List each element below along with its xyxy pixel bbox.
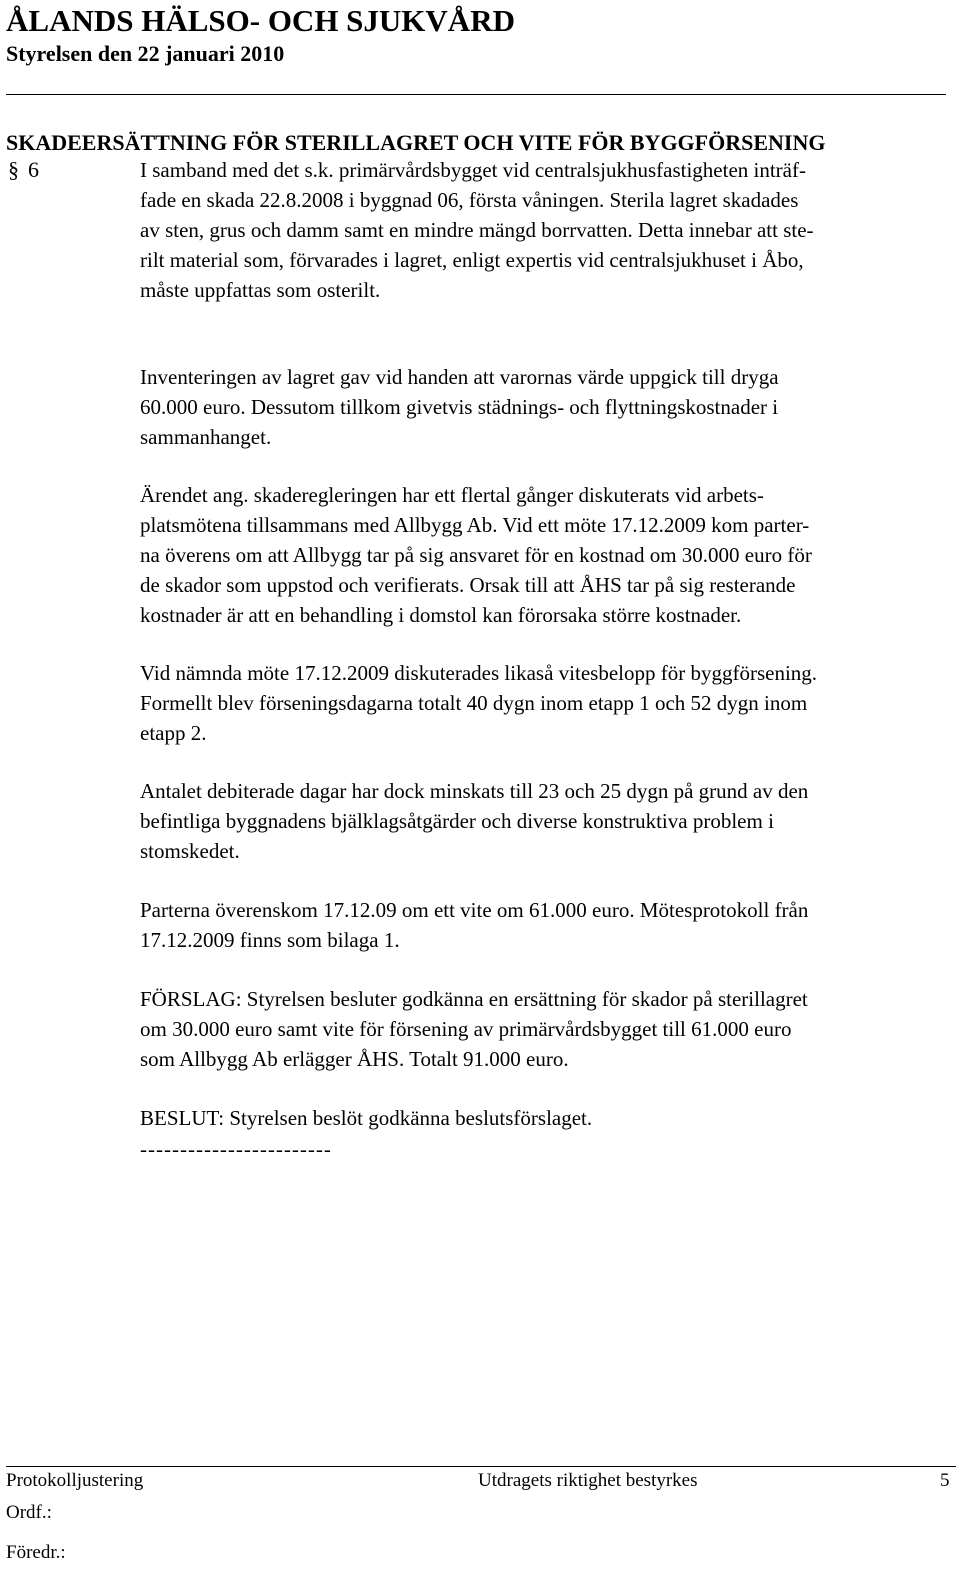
paragraph-line: Ärendet ang. skaderegleringen har ett flertal gånger diskuterats vid arbets- xyxy=(140,483,764,507)
paragraph-line: som Allbygg Ab erlägger ÅHS. Totalt 91.000 euro. xyxy=(140,1047,569,1071)
paragraph-inventory xyxy=(140,362,946,452)
paragraph-line: 60.000 euro. Dessutom tillkom givetvis städnings- och flyttningskostnader i xyxy=(140,395,779,419)
paragraph-line: Vid nämnda möte 17.12.2009 diskuterades likaså vitesbelopp för byggförsening. xyxy=(140,661,818,685)
end-separator: ------------------------ xyxy=(140,1137,332,1161)
organization-title: ÅLANDS HÄLSO- OCH SJUKVÅRD xyxy=(6,3,515,38)
footer-protocol-check: Protokolljustering xyxy=(6,1470,144,1491)
paragraph-line: av sten, grus och damm samt en mindre mängd borrvatten. Detta innebar att ste- xyxy=(140,218,814,242)
paragraph-line: måste uppfattas som osterilt. xyxy=(140,278,381,302)
paragraph-debited-days xyxy=(140,776,946,866)
paragraph-line: I samband med det s.k. primärvårdsbygget vid centralsjukhusfastigheten inträf- xyxy=(140,158,806,182)
paragraph-line: platsmötena tillsammans med Allbygg Ab. Vid ett möte 17.12.2009 kom parter- xyxy=(140,513,810,537)
paragraph-decision xyxy=(140,1103,946,1133)
paragraph-line: na överens om att Allbygg tar på sig ansvaret för en kostnad om 30.000 euro för xyxy=(140,543,812,567)
meeting-date: Styrelsen den 22 januari 2010 xyxy=(6,41,285,66)
paragraph-incident xyxy=(140,155,946,305)
paragraph-line: etapp 2. xyxy=(140,721,207,745)
paragraph-agreement xyxy=(140,895,946,955)
section-sign: § xyxy=(8,157,19,182)
footer-divider xyxy=(6,1466,956,1467)
paragraph-line: rilt material som, förvarades i lagret, enligt expertis vid centralsjukhuset i Åbo, xyxy=(140,248,804,272)
paragraph-proposal xyxy=(140,984,946,1074)
section-heading: SKADEERSÄTTNING FÖR STERILLAGRET OCH VITE FÖR BYGGFÖRSENING xyxy=(6,130,826,155)
paragraph-line: stomskedet. xyxy=(140,839,240,863)
paragraph-line: Parterna överenskom 17.12.09 om ett vite om 61.000 euro. Mötesprotokoll från xyxy=(140,898,809,922)
paragraph-settlement xyxy=(140,480,946,630)
chairman-label: Ordf.: xyxy=(6,1502,52,1523)
paragraph-line: sammanhanget. xyxy=(140,425,272,449)
paragraph-line: om 30.000 euro samt vite för försening av primärvårdsbygget till 61.000 euro xyxy=(140,1017,792,1041)
section-number: 6 xyxy=(28,157,39,182)
paragraph-line: de skador som uppstod och verifierats. Orsak till att ÅHS tar på sig resterande xyxy=(140,573,796,597)
header-divider xyxy=(6,94,946,95)
paragraph-line: FÖRSLAG: Styrelsen besluter godkänna en ersättning för skador på sterillagret xyxy=(140,987,808,1011)
paragraph-line: BESLUT: Styrelsen beslöt godkänna beslutsförslaget. xyxy=(140,1106,593,1130)
paragraph-line: Antalet debiterade dagar har dock minskats till 23 och 25 dygn på grund av den xyxy=(140,779,809,803)
paragraph-line: kostnader är att en behandling i domstol kan förorsaka större kostnader. xyxy=(140,603,742,627)
page-number: 5 xyxy=(940,1470,950,1491)
paragraph-line: Formellt blev förseningsdagarna totalt 40 dygn inom etapp 1 och 52 dygn inom xyxy=(140,691,808,715)
footer-certification: Utdragets riktighet bestyrkes xyxy=(478,1470,698,1491)
paragraph-line: Inventeringen av lagret gav vid handen att varornas värde uppgick till dryga xyxy=(140,365,779,389)
paragraph-line: 17.12.2009 finns som bilaga 1. xyxy=(140,928,400,952)
paragraph-line: befintliga byggnadens bjälklagsåtgärder och diverse konstruktiva problem i xyxy=(140,809,774,833)
paragraph-line: fade en skada 22.8.2008 i byggnad 06, första våningen. Sterila lagret skadades xyxy=(140,188,799,212)
paragraph-penalty xyxy=(140,658,946,748)
presenter-label: Föredr.: xyxy=(6,1542,66,1563)
